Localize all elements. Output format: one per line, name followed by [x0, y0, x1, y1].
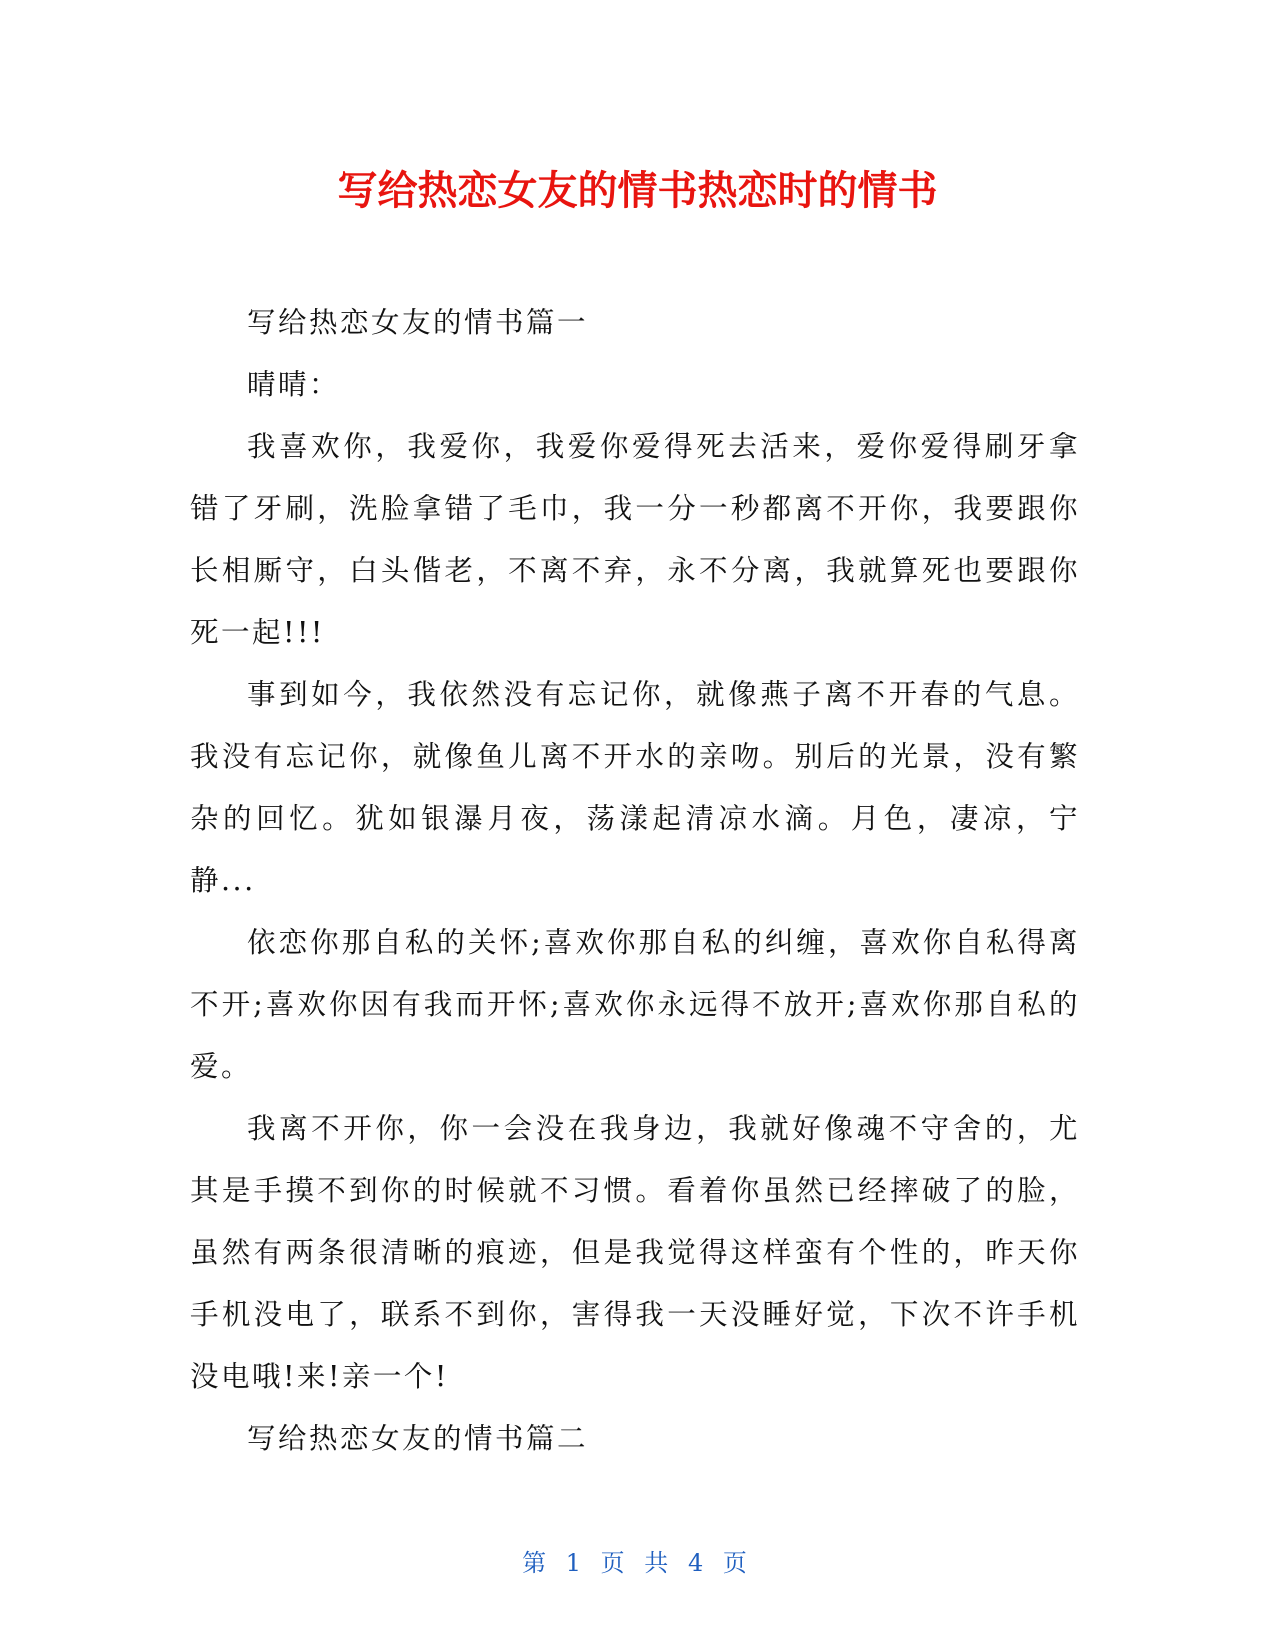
body-paragraph: 依恋你那自私的关怀;喜欢你那自私的纠缠，喜欢你自私得离不开;喜欢你因有我而开怀;喜欢你永远得不放开;喜欢你那自私的爱。 — [190, 926, 1080, 1083]
section-heading: 写给热恋女友的情书篇二 — [247, 1422, 589, 1455]
document-body — [190, 292, 1080, 1470]
page-number: 第 1 页 共 4 页 — [522, 1549, 753, 1577]
body-paragraph: 事到如今，我依然没有忘记你，就像燕子离不开春的气息。我没有忘记你，就像鱼儿离不开水的亲吻。别后的光景，没有繁杂的回忆。犹如银瀑月夜，荡漾起清凉水滴。月色，凄凉，宁静... — [190, 678, 1080, 897]
body-paragraph: 我喜欢你，我爱你，我爱你爱得死去活来，爱你爱得刷牙拿错了牙刷，洗脸拿错了毛巾，我一分一秒都离不开你，我要跟你长相厮守，白头偕老，不离不弃，永不分离，我就算死也要跟你死一起!!! — [190, 430, 1080, 649]
section-heading: 写给热恋女友的情书篇一 — [247, 306, 589, 339]
document-title: 写给热恋女友的情书热恋时的情书 — [337, 168, 938, 214]
salutation: 晴晴： — [247, 368, 341, 401]
body-paragraph: 我离不开你，你一会没在我身边，我就好像魂不守舍的，尤其是手摸不到你的时候就不习惯。看着你虽然已经摔破了的脸，虽然有两条很清晰的痕迹，但是我觉得这样蛮有个性的，昨天你手机没电了，联系不到你，害得我一天没睡好觉，下次不许手机没电哦!来!亲一个! — [190, 1112, 1080, 1393]
